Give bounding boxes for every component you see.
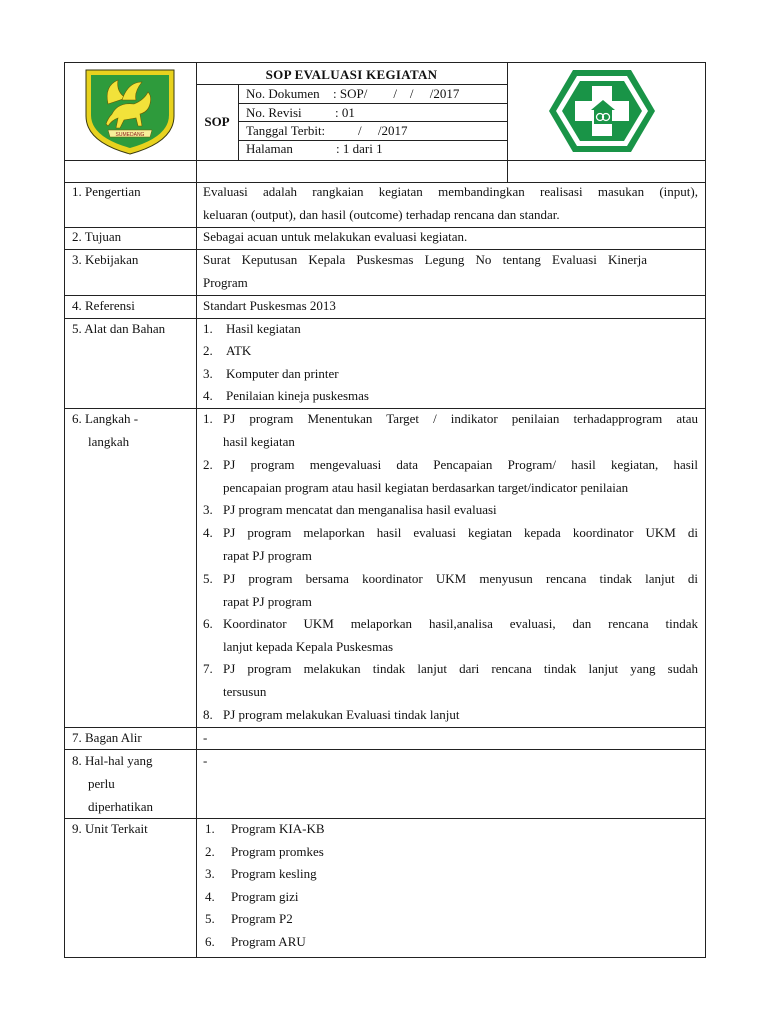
row-label-cont: perlu xyxy=(88,776,115,791)
row-label: 1. Pengertian xyxy=(72,184,141,199)
list-item: Penilaian kineja puskesmas xyxy=(226,388,369,403)
field-doc-number-value: : SOP/ / / /2017 xyxy=(333,86,460,101)
step-line: PJ program Menentukan Target / indikator penilaian terhadapprogram atau xyxy=(223,411,698,426)
list-item: Program gizi xyxy=(231,889,299,904)
list-item: Program ARU xyxy=(231,934,306,949)
list-number: 5. xyxy=(205,911,215,926)
row-text-line: Surat Keputusan Kepala Puskesmas Legung No tentang Evaluasi Kinerja xyxy=(203,252,647,267)
list-number: 4. xyxy=(205,889,215,904)
row-label-cont: langkah xyxy=(88,434,130,449)
row-label: 9. Unit Terkait xyxy=(72,821,148,836)
list-number: 8. xyxy=(203,707,213,722)
step-line: PJ program melaporkan hasil evaluasi kegiatan kepada koordinator UKM di xyxy=(223,525,698,540)
row-label: 5. Alat dan Bahan xyxy=(72,321,166,336)
step-line: tersusun xyxy=(223,684,267,699)
list-item: Hasil kegiatan xyxy=(226,321,301,336)
step-line: Koordinator UKM melaporkan hasil,analisa evaluasi, dan rencana tindak xyxy=(223,616,698,631)
field-revision-label: No. Revisi xyxy=(246,105,302,120)
row-text-line: Program xyxy=(203,275,248,290)
step-line: rapat PJ program xyxy=(223,594,312,609)
list-number: 1. xyxy=(205,821,215,836)
list-item: Program KIA-KB xyxy=(231,821,325,836)
list-number: 5. xyxy=(203,571,213,586)
pegasus-shield-icon xyxy=(78,64,182,158)
step-line: pencapaian program atau hasil kegiatan berdasarkan target/indicator penilaian xyxy=(223,480,629,495)
row-label: 8. Hal-hal yang xyxy=(72,753,153,768)
field-issue-date-label: Tanggal Terbit: xyxy=(246,123,326,138)
list-number: 1. xyxy=(203,321,213,336)
list-item: Program kesling xyxy=(231,866,317,881)
row-text-line: - xyxy=(203,753,208,768)
row-text-line: Evaluasi adalah rangkaian kegiatan membandingkan realisasi masukan (input), xyxy=(203,184,698,199)
row-text-line: Standart Puskesmas 2013 xyxy=(203,298,336,313)
step-line: PJ program melakukan Evaluasi tindak lanjut xyxy=(223,707,460,722)
field-issue-date-value: / /2017 xyxy=(358,123,408,138)
step-line: PJ program mengevaluasi data Pencapaian Program/ hasil kegiatan, hasil xyxy=(223,457,698,472)
row-label-cont: diperhatikan xyxy=(88,799,153,814)
list-number: 3. xyxy=(203,502,213,517)
row-label: 4. Referensi xyxy=(72,298,135,313)
list-number: 7. xyxy=(203,661,213,676)
step-line: hasil kegiatan xyxy=(223,434,295,449)
field-page-value: : 1 dari 1 xyxy=(336,141,383,156)
list-item: Program P2 xyxy=(231,911,293,926)
step-line: PJ program melakukan tindak lanjut dari rencana tindak lanjut yang sudah xyxy=(223,661,698,676)
step-line: lanjut kepada Kepala Puskesmas xyxy=(223,639,394,654)
row-text-line: Sebagai acuan untuk melakukan evaluasi kegiatan. xyxy=(203,229,468,244)
list-number: 2. xyxy=(203,457,213,472)
list-number: 3. xyxy=(203,366,213,381)
list-number: 1. xyxy=(203,411,213,426)
list-number: 2. xyxy=(203,343,213,358)
row-label: 7. Bagan Alir xyxy=(72,730,142,745)
step-line: PJ program mencatat dan menganalisa hasil evaluasi xyxy=(223,502,497,517)
field-page-label: Halaman xyxy=(246,141,293,156)
list-number: 4. xyxy=(203,525,213,540)
row-label: 3. Kebijakan xyxy=(72,252,139,267)
list-number: 2. xyxy=(205,844,215,859)
list-number: 6. xyxy=(203,616,213,631)
field-revision-value: : 01 xyxy=(335,105,355,120)
step-line: rapat PJ program xyxy=(223,548,312,563)
row-label: 6. Langkah - xyxy=(72,411,139,426)
list-item: Komputer dan printer xyxy=(226,366,339,381)
list-number: 6. xyxy=(205,934,215,949)
row-text-line: keluaran (output), dan hasil (outcome) terhadap rencana dan standar. xyxy=(203,207,560,222)
logo-ribbon-text: SUMEDANG xyxy=(115,132,145,138)
list-item: Program promkes xyxy=(231,844,324,859)
list-number: 4. xyxy=(203,388,213,403)
puskesmas-logo xyxy=(547,66,657,156)
sop-label: SOP xyxy=(204,114,230,129)
list-item: ATK xyxy=(226,343,252,358)
document-title: SOP EVALUASI KEGIATAN xyxy=(265,67,438,82)
list-number: 3. xyxy=(205,866,215,881)
row-label: 2. Tujuan xyxy=(72,229,122,244)
health-cross-icon xyxy=(547,66,657,156)
step-line: PJ program bersama koordinator UKM menyusun rencana tindak lanjut di xyxy=(223,571,698,586)
regency-logo xyxy=(78,64,182,158)
field-doc-number-label: No. Dokumen xyxy=(246,86,320,101)
row-text-line: - xyxy=(203,730,208,745)
